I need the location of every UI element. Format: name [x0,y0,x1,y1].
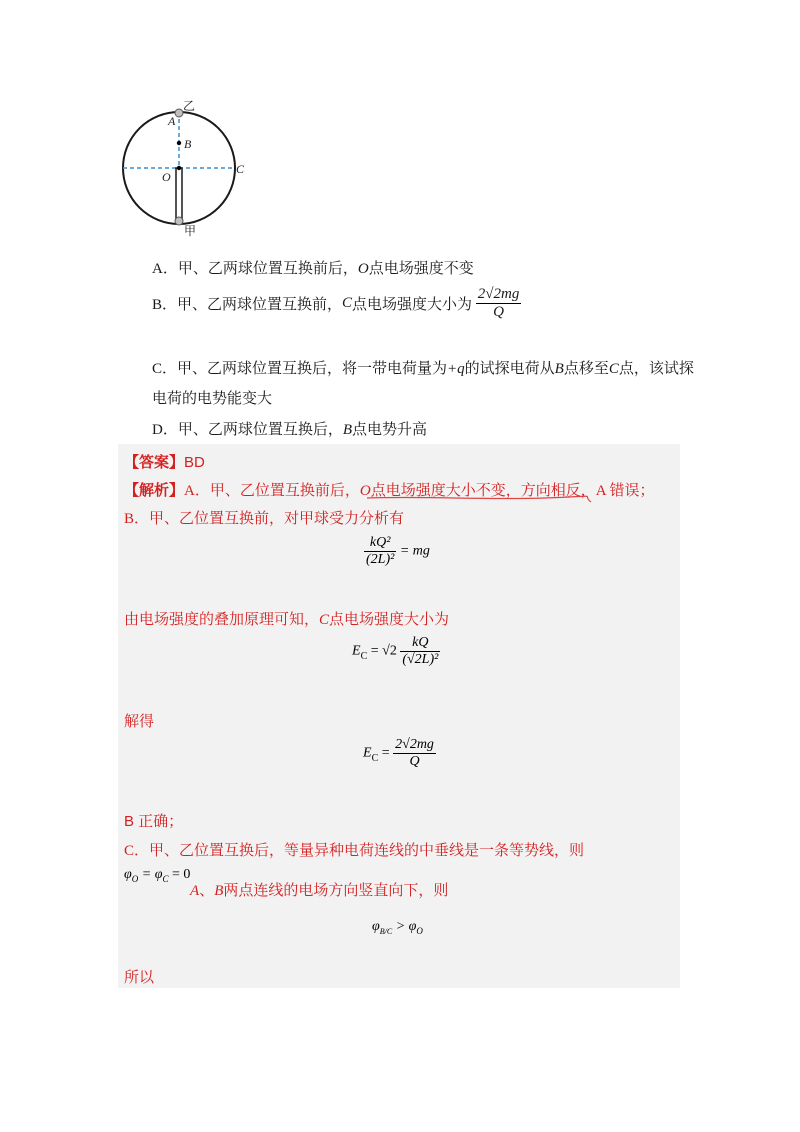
b-correct-text: B 正确； [124,813,184,830]
equation-2 [352,635,440,668]
ball-yi [175,109,183,117]
ab-A: A [190,883,200,899]
answer-line [124,451,205,472]
analysis-a-pre: A．甲、乙位置互换前后， [184,483,360,499]
label-O: O [162,170,171,184]
eq3-num: 2√2mg [395,737,434,752]
option-C-text-d: 点，该试探 [618,361,694,377]
rod [176,168,182,221]
superpos-post: 点电场强度大小为 [329,612,450,628]
ball-jia [175,217,183,225]
eq3-den: Q [409,754,420,769]
phi-mid: = φ [141,867,163,882]
eq3-fraction [393,737,436,770]
option-B-frac-num: 2√2mg [477,286,520,302]
label-A: A [168,114,176,128]
phi-C-sub: C [162,873,169,884]
option-D-suffix: 点电势升高 [352,422,428,438]
equation-1 [364,535,430,568]
eq1-rhs: = mg [399,543,430,559]
analysis-a-post: 点电场强度大小不变，方向相反，A 错误； [370,483,655,499]
eq3-sub: C [371,753,379,764]
analysis-c-line [124,839,584,860]
superpos-var: C [319,612,330,628]
option-C-q: +q [447,361,465,377]
option-C-text-c: 点移至 [563,361,609,377]
label-jia: 甲 [184,224,197,238]
eq2-fraction [400,635,440,668]
label-yi: 乙 [183,99,196,113]
eq2-mid: = √2 [370,643,397,659]
so-text: 所以 [124,970,155,986]
circle-diagram-svg [115,95,255,235]
eq4-sub2: O [416,925,423,936]
eq4-gt: > φ [395,919,417,934]
option-A [152,257,474,278]
equation-4 [372,919,423,936]
phi-equation [124,867,190,884]
eq2-lhs: E [352,643,361,659]
eq3-eq: = [381,745,390,761]
ab-line [190,879,448,900]
eq4-sub1: B/C [379,926,393,936]
answer-value: BD [184,454,205,471]
point-B-dot [177,141,181,145]
label-C: C [236,162,245,176]
eq2-num: kQ [400,635,440,652]
ab-B: B [214,883,224,899]
option-B-fraction [476,286,522,321]
analysis-superposition-line [124,608,449,629]
eq2-den: (√2L)² [402,652,439,667]
phi-O-sub: O [131,873,139,884]
option-C-line2-text: 电荷的电势能变大 [152,391,273,407]
option-C-B: B [554,361,564,377]
equation-3 [363,737,436,770]
option-B-prefix: B．甲、乙两球位置互换前， [152,297,343,313]
phi-O-symbol: φ [124,867,132,882]
label-B: B [184,137,192,151]
option-A-suffix: 点电场强度不变 [368,261,474,277]
option-C-line2 [152,387,272,408]
eq1-fraction [364,535,396,568]
analysis-a-var: O [359,483,371,499]
ab-post: 两点连线的电场方向竖直向下，则 [223,883,449,899]
answer-label: 【答案】 [124,455,185,471]
option-C-text-a: C．甲、乙两球位置互换后，将一带电荷量为 [152,361,448,377]
option-D [152,418,427,439]
analysis-so-line [124,966,154,987]
analysis-b-correct-line [124,810,183,831]
option-C-line1 [152,357,694,378]
ab-sep: 、 [199,883,215,899]
eq4-phi: φ [372,919,380,934]
eq3-lhs: E [363,745,372,761]
option-B-suffix: 点电场强度大小为 [352,297,473,313]
handwritten-underline [365,490,595,504]
analysis-b-text: B．甲、乙位置互换前，对甲球受力分析有 [124,511,405,527]
analysis-b-line [124,507,404,528]
option-C-C: C [608,361,619,377]
option-B-frac-den: Q [493,304,504,320]
eq1-num: kQ² [364,535,396,552]
analysis-label: 【解析】 [124,483,185,499]
eq1-den: (2L)² [366,552,395,567]
phi-end: = 0 [171,867,191,882]
analysis-solve-line [124,710,154,731]
option-D-var: B [342,422,353,438]
point-O-dot [177,166,181,170]
option-B-var: C [342,295,353,311]
option-A-var: O [357,261,369,277]
circle-diagram [115,95,255,235]
superpos-pre: 由电场强度的叠加原理可知， [124,612,320,628]
option-D-prefix: D．甲、乙两球位置互换后， [152,422,343,438]
option-A-prefix: A．甲、乙两球位置互换前后， [152,261,358,277]
solve-text: 解得 [124,714,155,730]
c-line-text: C．甲、乙位置互换后，等量异种电荷连线的中垂线是一条等势线，则 [124,843,585,859]
option-C-text-b: 的试探电荷从 [464,361,555,377]
eq2-sub: C [360,651,368,662]
option-B [152,286,521,321]
